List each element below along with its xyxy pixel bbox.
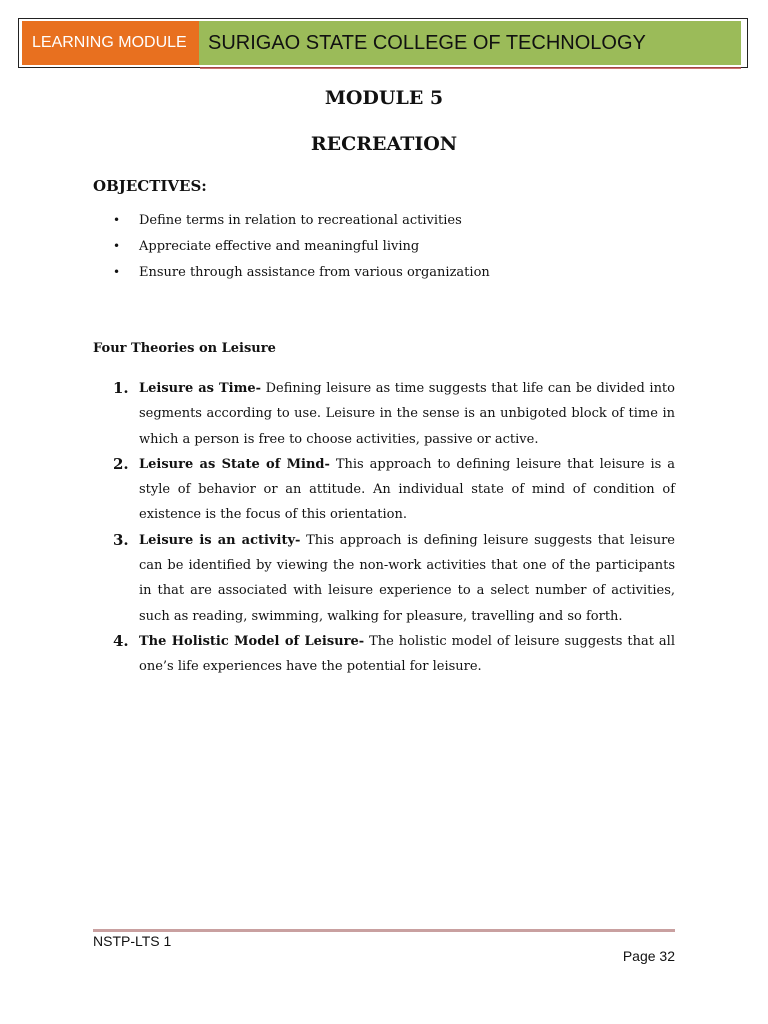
list-item xyxy=(113,265,673,291)
item-number: 3. xyxy=(113,530,129,549)
objectives-list xyxy=(113,213,673,291)
list-item xyxy=(113,213,673,239)
item-number: 1. xyxy=(113,379,129,397)
footer-divider xyxy=(93,929,675,932)
objective-text: Define terms in relation to recreational activities xyxy=(139,213,462,228)
theories-heading: Four Theories on Leisure xyxy=(93,341,276,356)
bullet-icon: • xyxy=(113,213,121,227)
institution-name: SURIGAO STATE COLLEGE OF TECHNOLOGY xyxy=(199,21,741,65)
theory-term: Leisure as Time- xyxy=(139,381,261,396)
objective-text: Ensure through assistance from various organization xyxy=(139,265,490,280)
page-number: Page 32 xyxy=(622,948,675,964)
theory-term: The Holistic Model of Leisure- xyxy=(139,633,365,649)
course-code: NSTP-LTS 1 xyxy=(93,933,172,949)
theories-list xyxy=(113,376,675,680)
bullet-icon: • xyxy=(113,239,121,253)
learning-module-label: LEARNING MODULE xyxy=(22,21,199,65)
list-item xyxy=(113,239,673,265)
list-item xyxy=(113,376,675,452)
theory-text xyxy=(139,376,675,452)
page-header xyxy=(22,21,741,65)
module-number: MODULE 5 xyxy=(324,87,444,109)
list-item xyxy=(113,452,675,528)
item-number: 4. xyxy=(113,631,129,650)
objectives-heading: OBJECTIVES: xyxy=(93,177,207,195)
item-number: 2. xyxy=(113,454,129,473)
objective-text: Appreciate effective and meaningful living xyxy=(139,239,420,254)
theory-term: Leisure is an activity- xyxy=(139,532,301,548)
theory-description: Defining leisure as time suggests that life can be divided into segments according to use. Leisure in the sense is an unbigoted block of time in which a person is free to choose activities, passive or active. xyxy=(139,381,675,447)
theory-text xyxy=(139,452,675,528)
bullet-icon: • xyxy=(113,265,121,279)
theory-description: This approach is defining leisure suggests that leisure can be identified by viewing the non-work activities that one of the participants in that are associated with leisure experience to a select number of activities, such as reading, swimming, walking for pleasure, travelling and so forth. xyxy=(139,532,675,624)
theory-description: This approach to defining leisure that leisure is a style of behavior or an attitude. An individual state of mind of condition of existence is the focus of this orientation. xyxy=(139,456,675,523)
theory-text xyxy=(139,629,675,680)
list-item xyxy=(113,528,675,629)
header-divider xyxy=(200,67,741,69)
theory-description: The holistic model of leisure suggests that all one’s life experiences have the potential for leisure. xyxy=(139,633,675,675)
module-title: RECREATION xyxy=(310,133,458,155)
theory-text xyxy=(139,528,675,629)
list-item xyxy=(113,629,675,680)
theory-term: Leisure as State of Mind- xyxy=(139,456,330,472)
